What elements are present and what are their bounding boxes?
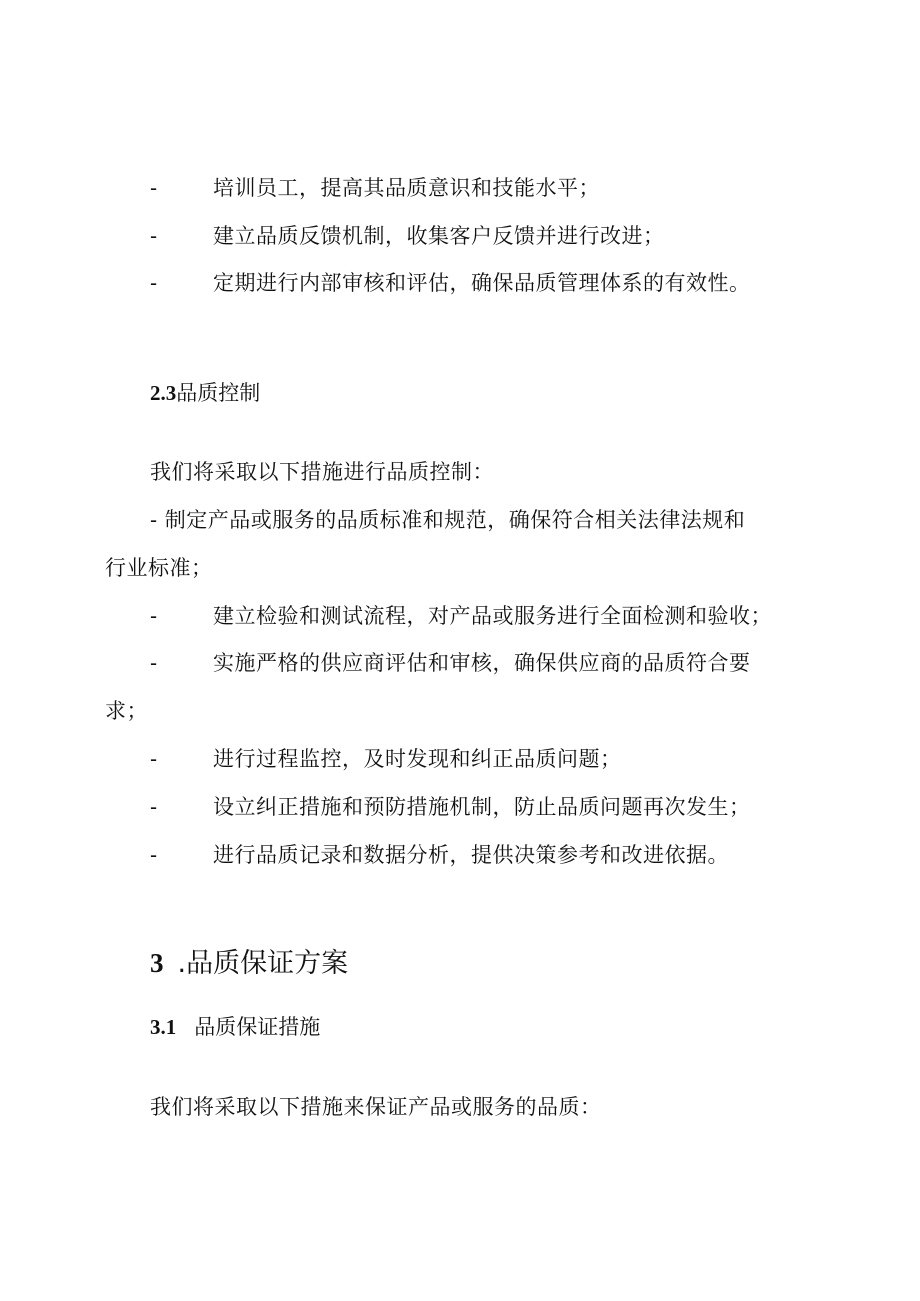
section-number: 3.1 <box>150 1015 177 1039</box>
bullet-dash: - <box>150 795 158 819</box>
section-heading-3-1 <box>150 1012 320 1042</box>
intro-paragraph: 我们将采取以下措施来保证产品或服务的品质： <box>150 1095 602 1119</box>
bullet-text: 定期进行内部审核和评估，确保品质管理体系的有效性。 <box>213 271 751 295</box>
bullet-text: 建立检验和测试流程，对产品或服务进行全面检测和验收； <box>213 604 772 628</box>
section-title: 品质保证措施 <box>194 1015 321 1039</box>
bullet-text: 进行过程监控，及时发现和纠正品质问题； <box>213 747 622 771</box>
bullet-text: 建立品质反馈机制，收集客户反馈并进行改进； <box>213 224 665 248</box>
intro-paragraph: 我们将采取以下措施进行品质控制： <box>150 460 494 484</box>
bullet-dash: - <box>150 651 158 675</box>
bullet-dash: - <box>150 843 158 867</box>
list-item-continuation: 行业标准； <box>105 556 213 580</box>
bullet-dash: - <box>150 271 158 295</box>
section-heading-2-3 <box>150 378 260 408</box>
bullet-dash: - <box>150 747 158 771</box>
bullet-dash: - <box>150 176 158 200</box>
section-title: .品质保证方案 <box>177 948 349 979</box>
bullet-text: 培训员工，提高其品质意识和技能水平； <box>213 176 600 200</box>
bullet-text: 实施严格的供应商评估和审核，确保供应商的品质符合要 <box>213 651 751 675</box>
bullet-dash: - <box>150 224 158 248</box>
list-item-continuation: 求； <box>105 699 148 723</box>
bullet-text: 设立纠正措施和预防措施机制，防止品质问题再次发生； <box>213 795 751 819</box>
section-number: 3 <box>150 948 164 978</box>
bullet-text: 进行品质记录和数据分析，提供决策参考和改进依据。 <box>213 843 729 867</box>
section-heading-3 <box>150 945 348 982</box>
list-item-line: - 制定产品或服务的品质标准和规范，确保符合相关法律法规和 <box>150 508 746 532</box>
bullet-dash: - <box>150 604 158 628</box>
section-title: 品质控制 <box>176 381 261 405</box>
section-number: 2.3 <box>150 381 177 405</box>
